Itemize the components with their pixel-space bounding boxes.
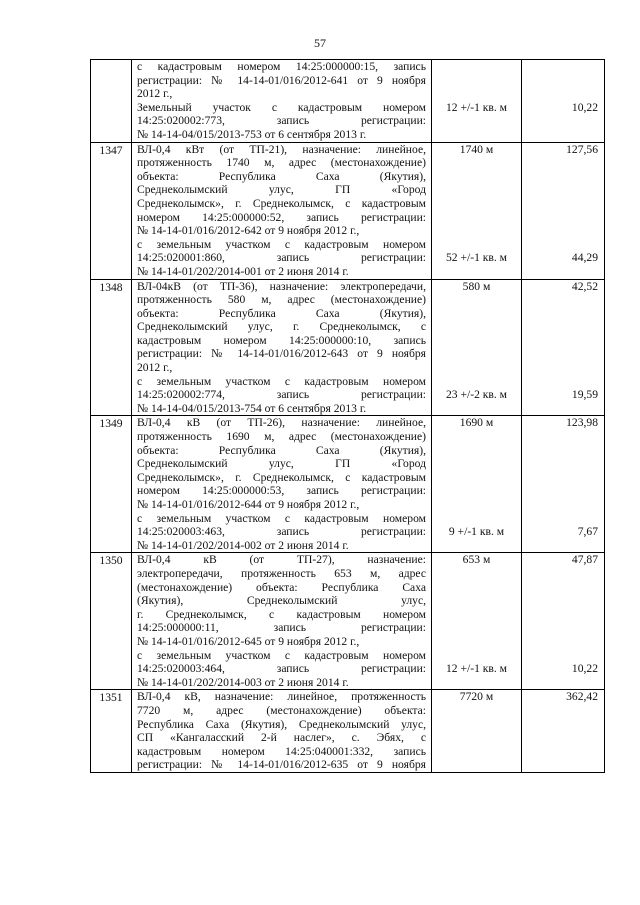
quantity-blank: [432, 60, 521, 74]
object-description: [132, 142, 432, 279]
description-line: г. Среднеколымск, с кадастровым номером: [137, 607, 426, 621]
value-blank: [522, 676, 604, 690]
value-blank: [522, 745, 604, 759]
value-cell: [522, 142, 605, 279]
value-blank: [522, 334, 604, 348]
row-number: 1350: [91, 553, 132, 690]
value: 10,22: [571, 662, 598, 676]
value-blank: [522, 718, 604, 732]
description-line: объекта: Республика Саха (Якутия),: [137, 306, 426, 320]
description-line: протяженность 580 м, адрес (местонахождение): [137, 293, 426, 307]
quantity-blank: [432, 457, 521, 471]
page-number: 57: [314, 36, 326, 50]
quantity-blank: [432, 621, 521, 635]
description-line: регистрации: № 14-14-01/016/2012-643 от 9 ноября: [137, 347, 426, 361]
quantity-blank: [432, 211, 521, 225]
description-line: 7720 м, адрес (местонахождение) объекта:: [137, 703, 426, 717]
quantity-blank: [432, 265, 521, 279]
value-blank: [522, 114, 604, 128]
value-blank: [522, 498, 604, 512]
description-line: электропередачи, протяженность 653 м, адрес: [137, 566, 426, 580]
quantity-blank: [432, 471, 521, 485]
value: 127,56: [566, 142, 598, 156]
description-line: № 14-14-01/202/2014-002 от 2 июня 2014 г.: [137, 538, 349, 552]
table-row: [91, 60, 605, 143]
value-blank: [522, 320, 604, 334]
quantity-cell: [432, 553, 522, 690]
object-description: [132, 553, 432, 690]
value-cell: [522, 60, 605, 143]
description-line: регистрации: № 14-14-01/016/2012-641 от 9 ноября: [137, 73, 426, 87]
value-blank: [522, 156, 604, 170]
description-line: 2012 г.,: [137, 87, 173, 101]
quantity-blank: [432, 635, 521, 649]
description-line: с земельным участком с кадастровым номером: [137, 648, 426, 662]
table-row: [91, 142, 605, 279]
quantity-blank: [432, 156, 521, 170]
quantity-blank: [432, 347, 521, 361]
quantity-blank: [432, 512, 521, 526]
description-line: ВЛ-0,4 кВ, назначение: линейное, протяженность: [137, 690, 426, 704]
quantity: 580 м: [462, 279, 491, 293]
value-blank: [522, 361, 604, 375]
description-line: кадастровым номером 14:25:040001:332, запись: [137, 744, 426, 758]
description-line: 14:25:020001:860, запись регистрации:: [137, 251, 426, 265]
value-blank: [522, 74, 604, 88]
value-blank: [522, 307, 604, 321]
value-blank: [522, 444, 604, 458]
quantity-blank: [432, 745, 521, 759]
description-line: 14:25:020003:463, запись регистрации:: [137, 525, 426, 539]
description-line: Земельный участок с кадастровым номером: [137, 100, 426, 114]
value-blank: [522, 457, 604, 471]
description-line: с земельным участком с кадастровым номером: [137, 374, 426, 388]
row-number: 1348: [91, 279, 132, 416]
description-line: Республика Саха (Якутия), Среднеколымский улус,: [137, 717, 426, 731]
quantity-blank: [432, 430, 521, 444]
description-line: № 14-14-04/015/2013-754 от 6 сентября 2013 г.: [137, 401, 367, 415]
value-blank: [522, 265, 604, 279]
quantity-cell: [432, 279, 522, 416]
quantity-blank: [432, 197, 521, 211]
object-description: [132, 60, 432, 143]
quantity-blank: [432, 704, 521, 718]
description-line: 14:25:020002:774, запись регистрации:: [137, 388, 426, 402]
description-line: с земельным участком с кадастровым номером: [137, 237, 426, 251]
value-blank: [522, 635, 604, 649]
description-line: ВЛ-04кВ (от ТП-36), назначение: электропередачи,: [137, 279, 426, 293]
value-cell: [522, 690, 605, 773]
quantity-cell: [432, 416, 522, 553]
description-line: Среднеколымский улус, ГП «Город: [137, 183, 426, 197]
description-line: (местонахождение) объекта: Республика Саха: [137, 580, 426, 594]
quantity-blank: [432, 183, 521, 197]
value-blank: [522, 512, 604, 526]
value-blank: [522, 347, 604, 361]
quantity: 23 +/-2 кв. м: [445, 388, 508, 402]
description-line: с кадастровым номером 14:25:000000:15, запись: [137, 60, 426, 73]
value-blank: [522, 293, 604, 307]
object-description: [132, 416, 432, 553]
value: 123,98: [566, 416, 598, 430]
description-line: объекта: Республика Саха (Якутия),: [137, 443, 426, 457]
description-line: СП «Кангаласский 2-й наслег», с. Эбях, с: [137, 731, 426, 745]
value-blank: [522, 238, 604, 252]
value-blank: [522, 621, 604, 635]
description-line: ВЛ-0,4 кВ (от ТП-27), назначение:: [137, 553, 426, 567]
quantity-blank: [432, 293, 521, 307]
value-blank: [522, 471, 604, 485]
object-description: [132, 279, 432, 416]
row-number: 1347: [91, 142, 132, 279]
description-line: 14:25:000000:11, запись регистрации:: [137, 621, 426, 635]
value-blank: [522, 567, 604, 581]
value-blank: [522, 60, 604, 74]
quantity-blank: [432, 498, 521, 512]
quantity-blank: [432, 444, 521, 458]
quantity-cell: [432, 60, 522, 143]
value-blank: [522, 183, 604, 197]
description-line: № 14-14-01/016/2012-645 от 9 ноября 2012 г.,: [137, 634, 360, 648]
value: 7,67: [577, 525, 598, 539]
value: 44,29: [571, 251, 598, 265]
quantity-blank: [432, 649, 521, 663]
value-cell: [522, 553, 605, 690]
quantity-blank: [432, 718, 521, 732]
table-row: [91, 690, 605, 773]
registry-table-body: [91, 60, 605, 773]
quantity-blank: [432, 731, 521, 745]
description-line: Среднеколымск», г. Среднеколымск, с кадастровым: [137, 470, 426, 484]
description-line: Среднеколымский улус, г. Среднеколымск, с: [137, 320, 426, 334]
value-blank: [522, 170, 604, 184]
quantity-blank: [432, 224, 521, 238]
quantity-blank: [432, 402, 521, 416]
row-number: [91, 60, 132, 143]
quantity-blank: [432, 608, 521, 622]
description-line: номером 14:25:000000:53, запись регистрации:: [137, 484, 426, 498]
value-blank: [522, 484, 604, 498]
quantity-cell: [432, 142, 522, 279]
description-line: Среднеколымский улус, ГП «Город: [137, 457, 426, 471]
quantity-blank: [432, 361, 521, 375]
value-blank: [522, 224, 604, 238]
quantity-blank: [432, 114, 521, 128]
quantity-blank: [432, 238, 521, 252]
value-blank: [522, 128, 604, 142]
description-line: ВЛ-0,4 кВ (от ТП-26), назначение: линейное,: [137, 416, 426, 430]
value-blank: [522, 539, 604, 553]
quantity-blank: [432, 87, 521, 101]
quantity-blank: [432, 307, 521, 321]
description-line: протяженность 1740 м, адрес (местонахождение): [137, 156, 426, 170]
description-line: 14:25:020002:773, запись регистрации:: [137, 114, 426, 128]
quantity-blank: [432, 334, 521, 348]
quantity-blank: [432, 676, 521, 690]
description-line: № 14-14-04/015/2013-753 от 6 сентября 2013 г.: [137, 127, 367, 141]
value: 47,87: [571, 553, 598, 567]
row-number: 1349: [91, 416, 132, 553]
value-blank: [522, 402, 604, 416]
value-blank: [522, 594, 604, 608]
value: 10,22: [571, 100, 598, 114]
quantity-blank: [432, 320, 521, 334]
description-line: с земельным участком с кадастровым номером: [137, 511, 426, 525]
registry-table: [90, 59, 605, 773]
quantity: 52 +/-1 кв. м: [445, 251, 508, 265]
value-blank: [522, 581, 604, 595]
quantity-blank: [432, 170, 521, 184]
object-description: [132, 690, 432, 773]
quantity: 1740 м: [459, 142, 494, 156]
description-line: ВЛ-0,4 кВт (от ТП-21), назначение: линейное,: [137, 142, 426, 156]
table-row: [91, 553, 605, 690]
value-blank: [522, 758, 604, 772]
quantity-blank: [432, 581, 521, 595]
row-number: 1351: [91, 690, 132, 773]
quantity: 12 +/-1 кв. м: [445, 662, 508, 676]
quantity: 1690 м: [459, 416, 494, 430]
quantity-blank: [432, 375, 521, 389]
quantity-blank: [432, 74, 521, 88]
quantity: 9 +/-1 кв. м: [448, 525, 505, 539]
description-line: регистрации: № 14-14-01/016/2012-635 от 9 ноября: [137, 758, 426, 772]
quantity-blank: [432, 567, 521, 581]
description-line: № 14-14-01/202/2014-003 от 2 июня 2014 г.: [137, 675, 349, 689]
value-blank: [522, 430, 604, 444]
description-line: Среднеколымск», г. Среднеколымск, с кадастровым: [137, 196, 426, 210]
value-blank: [522, 197, 604, 211]
value-blank: [522, 649, 604, 663]
quantity: 12 +/-1 кв. м: [445, 100, 508, 114]
description-line: (Якутия), Среднеколымский улус,: [137, 594, 426, 608]
description-line: объекта: Республика Саха (Якутия),: [137, 169, 426, 183]
value-blank: [522, 87, 604, 101]
quantity-blank: [432, 484, 521, 498]
value-cell: [522, 279, 605, 416]
quantity: 7720 м: [459, 690, 494, 704]
quantity-blank: [432, 539, 521, 553]
value: 362,42: [566, 690, 598, 704]
value-blank: [522, 608, 604, 622]
quantity-cell: [432, 690, 522, 773]
value: 19,59: [571, 388, 598, 402]
quantity-blank: [432, 594, 521, 608]
quantity-blank: [432, 128, 521, 142]
value-cell: [522, 416, 605, 553]
value: 42,52: [571, 279, 598, 293]
table-row: [91, 279, 605, 416]
value-blank: [522, 375, 604, 389]
table-row: [91, 416, 605, 553]
description-line: № 14-14-01/202/2014-001 от 2 июня 2014 г.: [137, 264, 349, 278]
description-line: номером 14:25:000000:52, запись регистрации:: [137, 210, 426, 224]
value-blank: [522, 704, 604, 718]
value-blank: [522, 731, 604, 745]
description-line: 14:25:020003:464, запись регистрации:: [137, 662, 426, 676]
description-line: № 14-14-01/016/2012-644 от 9 ноября 2012 г.,: [137, 498, 360, 511]
quantity: 653 м: [462, 553, 491, 567]
description-line: № 14-14-01/016/2012-642 от 9 ноября 2012 г.,: [137, 224, 360, 238]
value-blank: [522, 211, 604, 225]
description-line: протяженность 1690 м, адрес (местонахождение): [137, 430, 426, 444]
quantity-blank: [432, 758, 521, 772]
description-line: 2012 г.,: [137, 361, 173, 375]
description-line: кадастровым номером 14:25:000000:10, запись: [137, 333, 426, 347]
